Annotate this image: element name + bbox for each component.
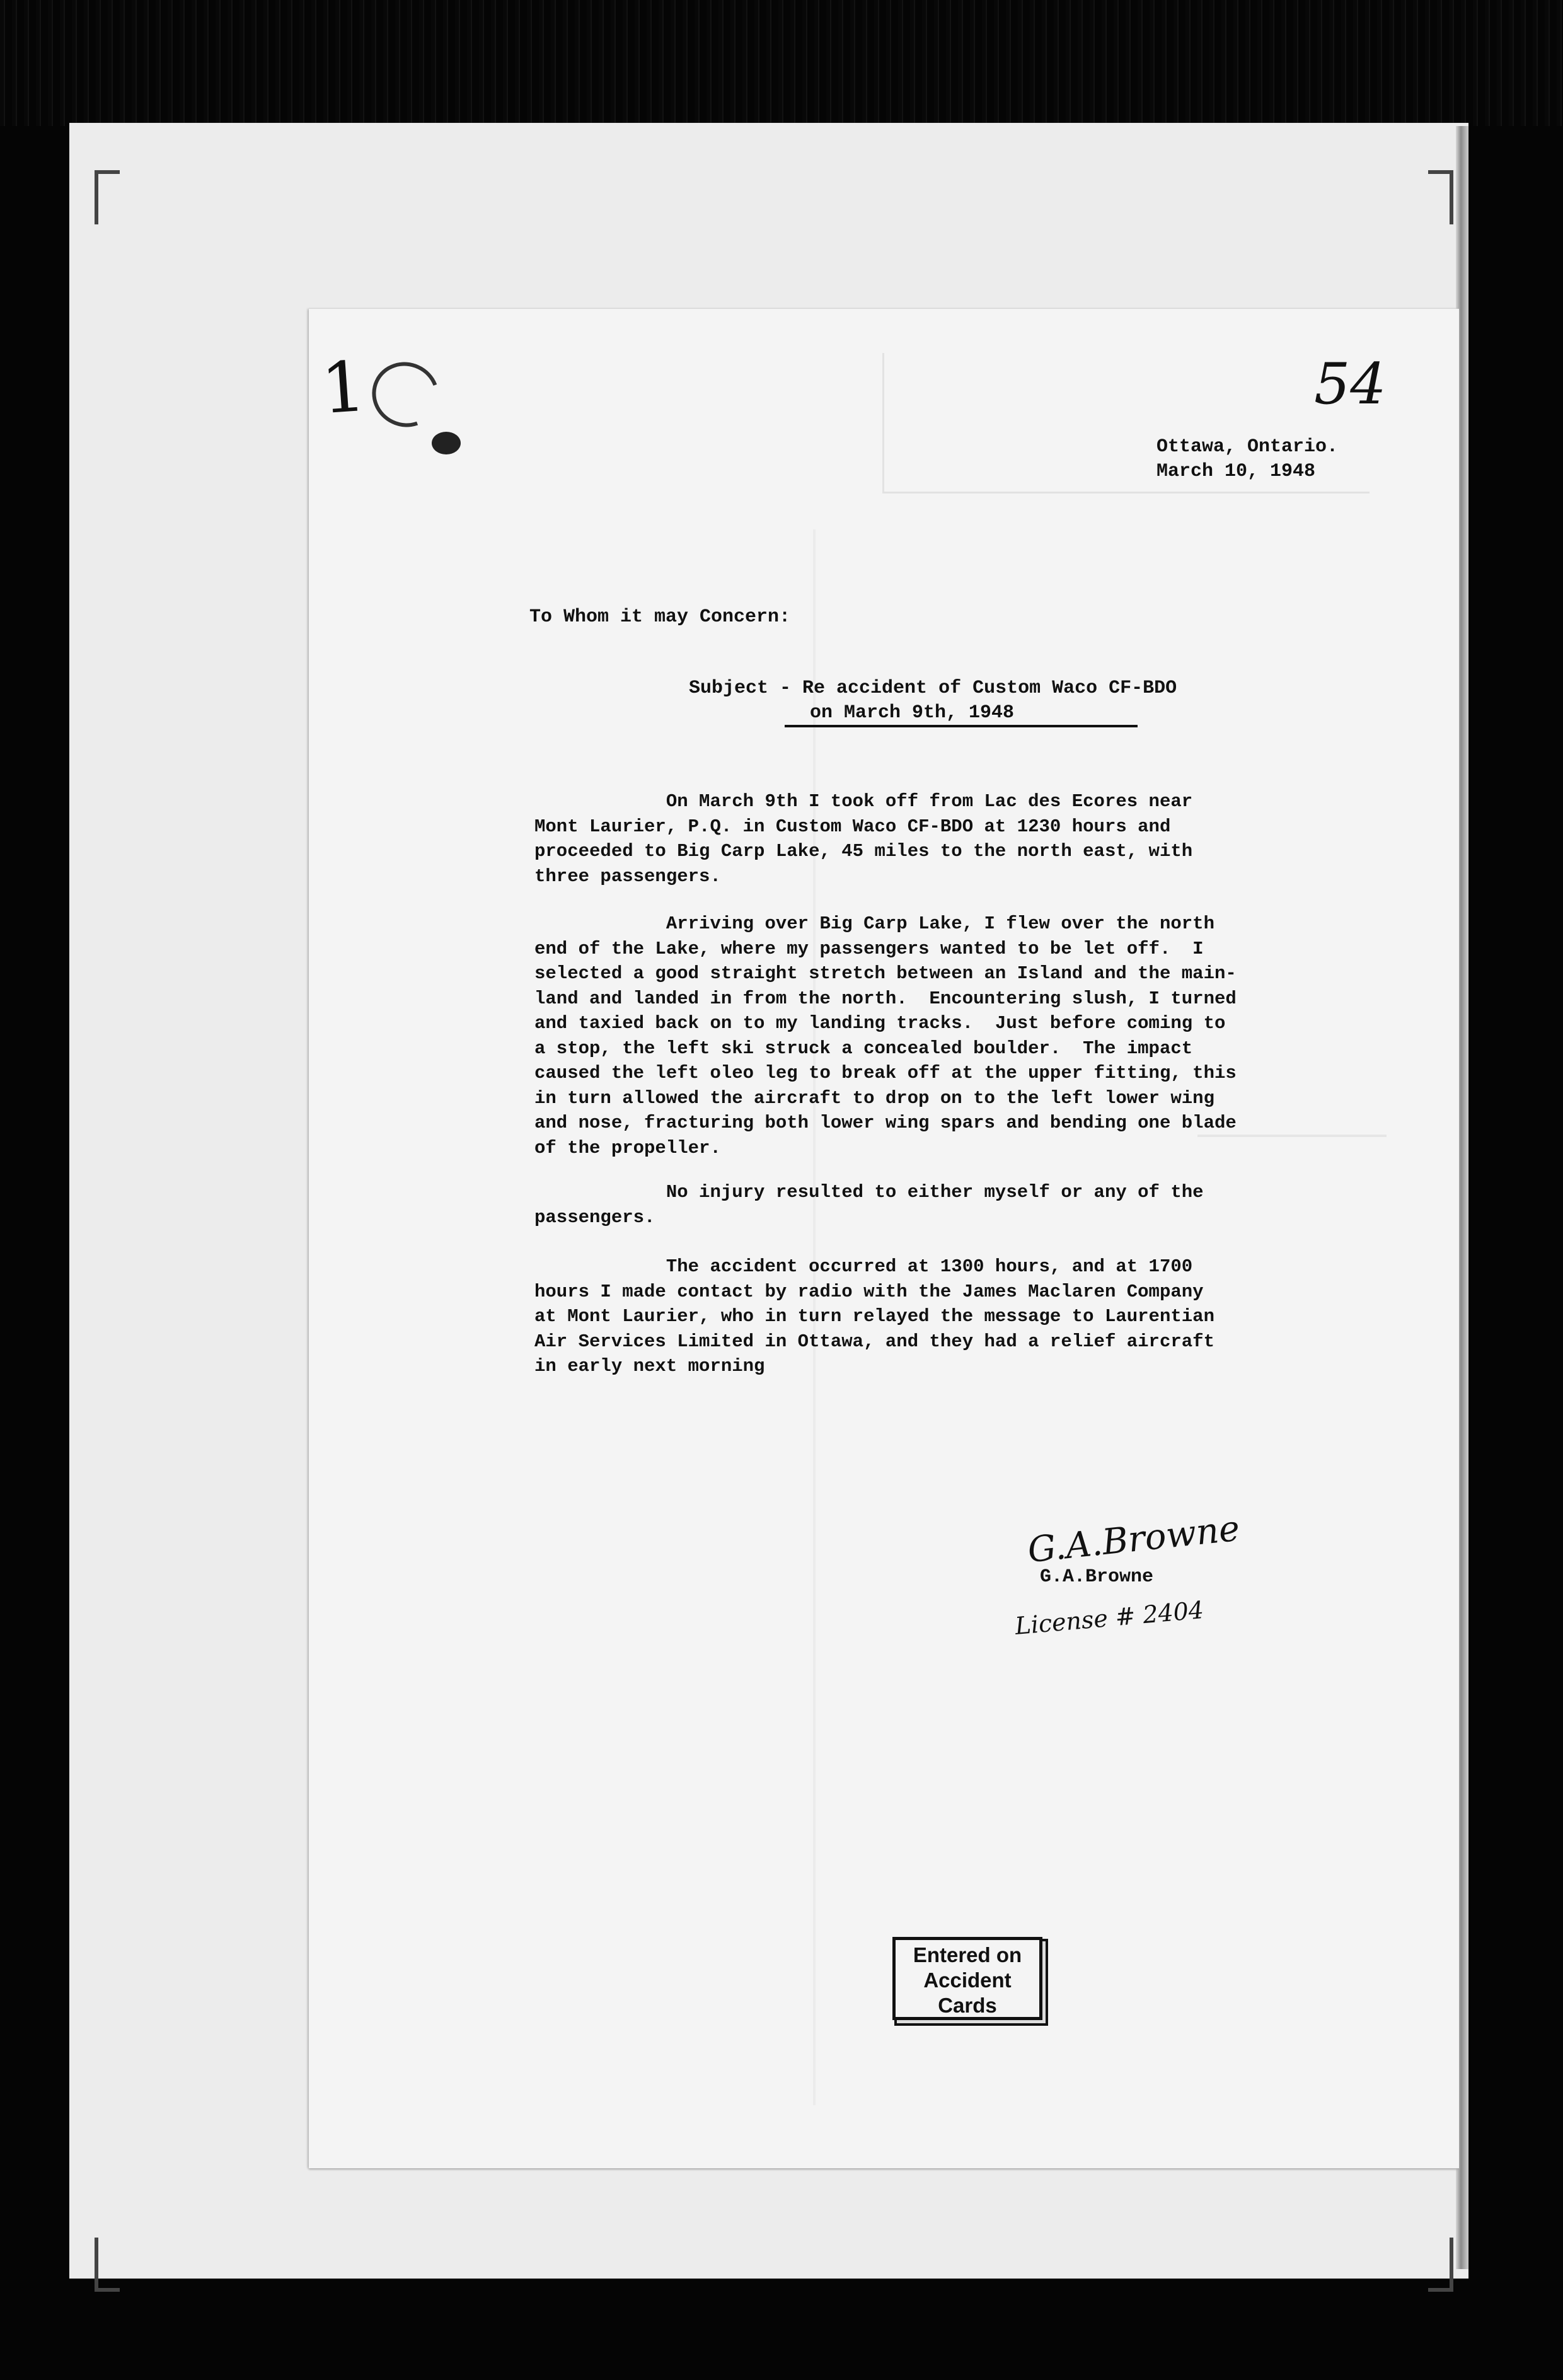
paragraph-accident (534, 911, 1354, 1160)
body-line: caused the left oleo leg to break off at the upper fitting, this (534, 1063, 1237, 1083)
body-line: Mont Laurier, P.Q. in Custom Waco CF-BDO at 1230 hours and (534, 816, 1171, 837)
punch-hole (432, 432, 461, 454)
body-line: land and landed in from the north. Encountering slush, I turned (534, 988, 1237, 1009)
body-line: in early next morning (534, 1356, 765, 1377)
body-line: of the propeller. (534, 1137, 721, 1158)
paragraph-takeoff (534, 789, 1354, 889)
body-line: Arriving over Big Carp Lake, I flew over the north (534, 913, 1214, 934)
folio-mark: 1 (318, 345, 369, 430)
page-number: 54 (1314, 351, 1387, 417)
body-line: three passengers. (534, 865, 721, 887)
body-line: and taxied back on to my landing tracks. Just before coming to (534, 1013, 1226, 1034)
body-line: selected a good straight stretch between an Island and the main- (534, 963, 1237, 984)
license-note: License # 2404 (1013, 1595, 1205, 1641)
body-line: On March 9th I took off from Lac des Ecores near (534, 791, 1193, 812)
crop-mark-bottom-right (1428, 2238, 1453, 2292)
crop-mark-top-right (1428, 170, 1453, 224)
signer-name: G.A.Browne (1040, 1566, 1154, 1588)
film-edge-noise (0, 0, 1563, 126)
paragraph-contact (534, 1254, 1354, 1379)
crop-mark-top-left (95, 170, 120, 224)
body-line: in turn allowed the aircraft to drop on to the left lower wing (534, 1087, 1214, 1109)
body-line: passengers. (534, 1206, 655, 1228)
letter-place: Ottawa, Ontario. (1156, 436, 1339, 458)
crop-mark-bottom-left (95, 2238, 120, 2292)
letter-date: March 10, 1948 (1156, 461, 1316, 482)
body-line: a stop, the left ski struck a concealed boulder. The impact (534, 1037, 1193, 1059)
body-line: end of the Lake, where my passengers wanted to be let off. I (534, 938, 1204, 959)
handwritten-signature: G.A.Browne (1025, 1508, 1242, 1571)
salutation: To Whom it may Concern: (529, 606, 791, 628)
subject-line-2: on March 9th, 1948 (810, 702, 1015, 724)
subject-line-1: Subject - Re accident of Custom Waco CF-BDO (689, 678, 1177, 699)
body-line: proceeded to Big Carp Lake, 45 miles to the north east, with (534, 841, 1193, 862)
body-line: and nose, fracturing both lower wing spars and bending one blade (534, 1112, 1237, 1133)
body-line: at Mont Laurier, who in turn relayed the message to Laurentian (534, 1306, 1214, 1327)
subject-underline (785, 725, 1138, 727)
stamp-line: Entered on (913, 1943, 1022, 1967)
body-line: The accident occurred at 1300 hours, and at 1700 (534, 1256, 1193, 1277)
body-line: Air Services Limited in Ottawa, and they had a relief aircraft (534, 1331, 1214, 1352)
letter-sheet (309, 309, 1459, 2168)
body-line: hours I made contact by radio with the James Maclaren Company (534, 1281, 1204, 1302)
stamp-line: Cards (938, 1994, 997, 2017)
accident-cards-stamp (892, 1937, 1042, 2020)
stamp-line: Accident (923, 1968, 1012, 1992)
paragraph-injury (534, 1180, 1354, 1230)
body-line: No injury resulted to either myself or any of the (534, 1182, 1204, 1203)
